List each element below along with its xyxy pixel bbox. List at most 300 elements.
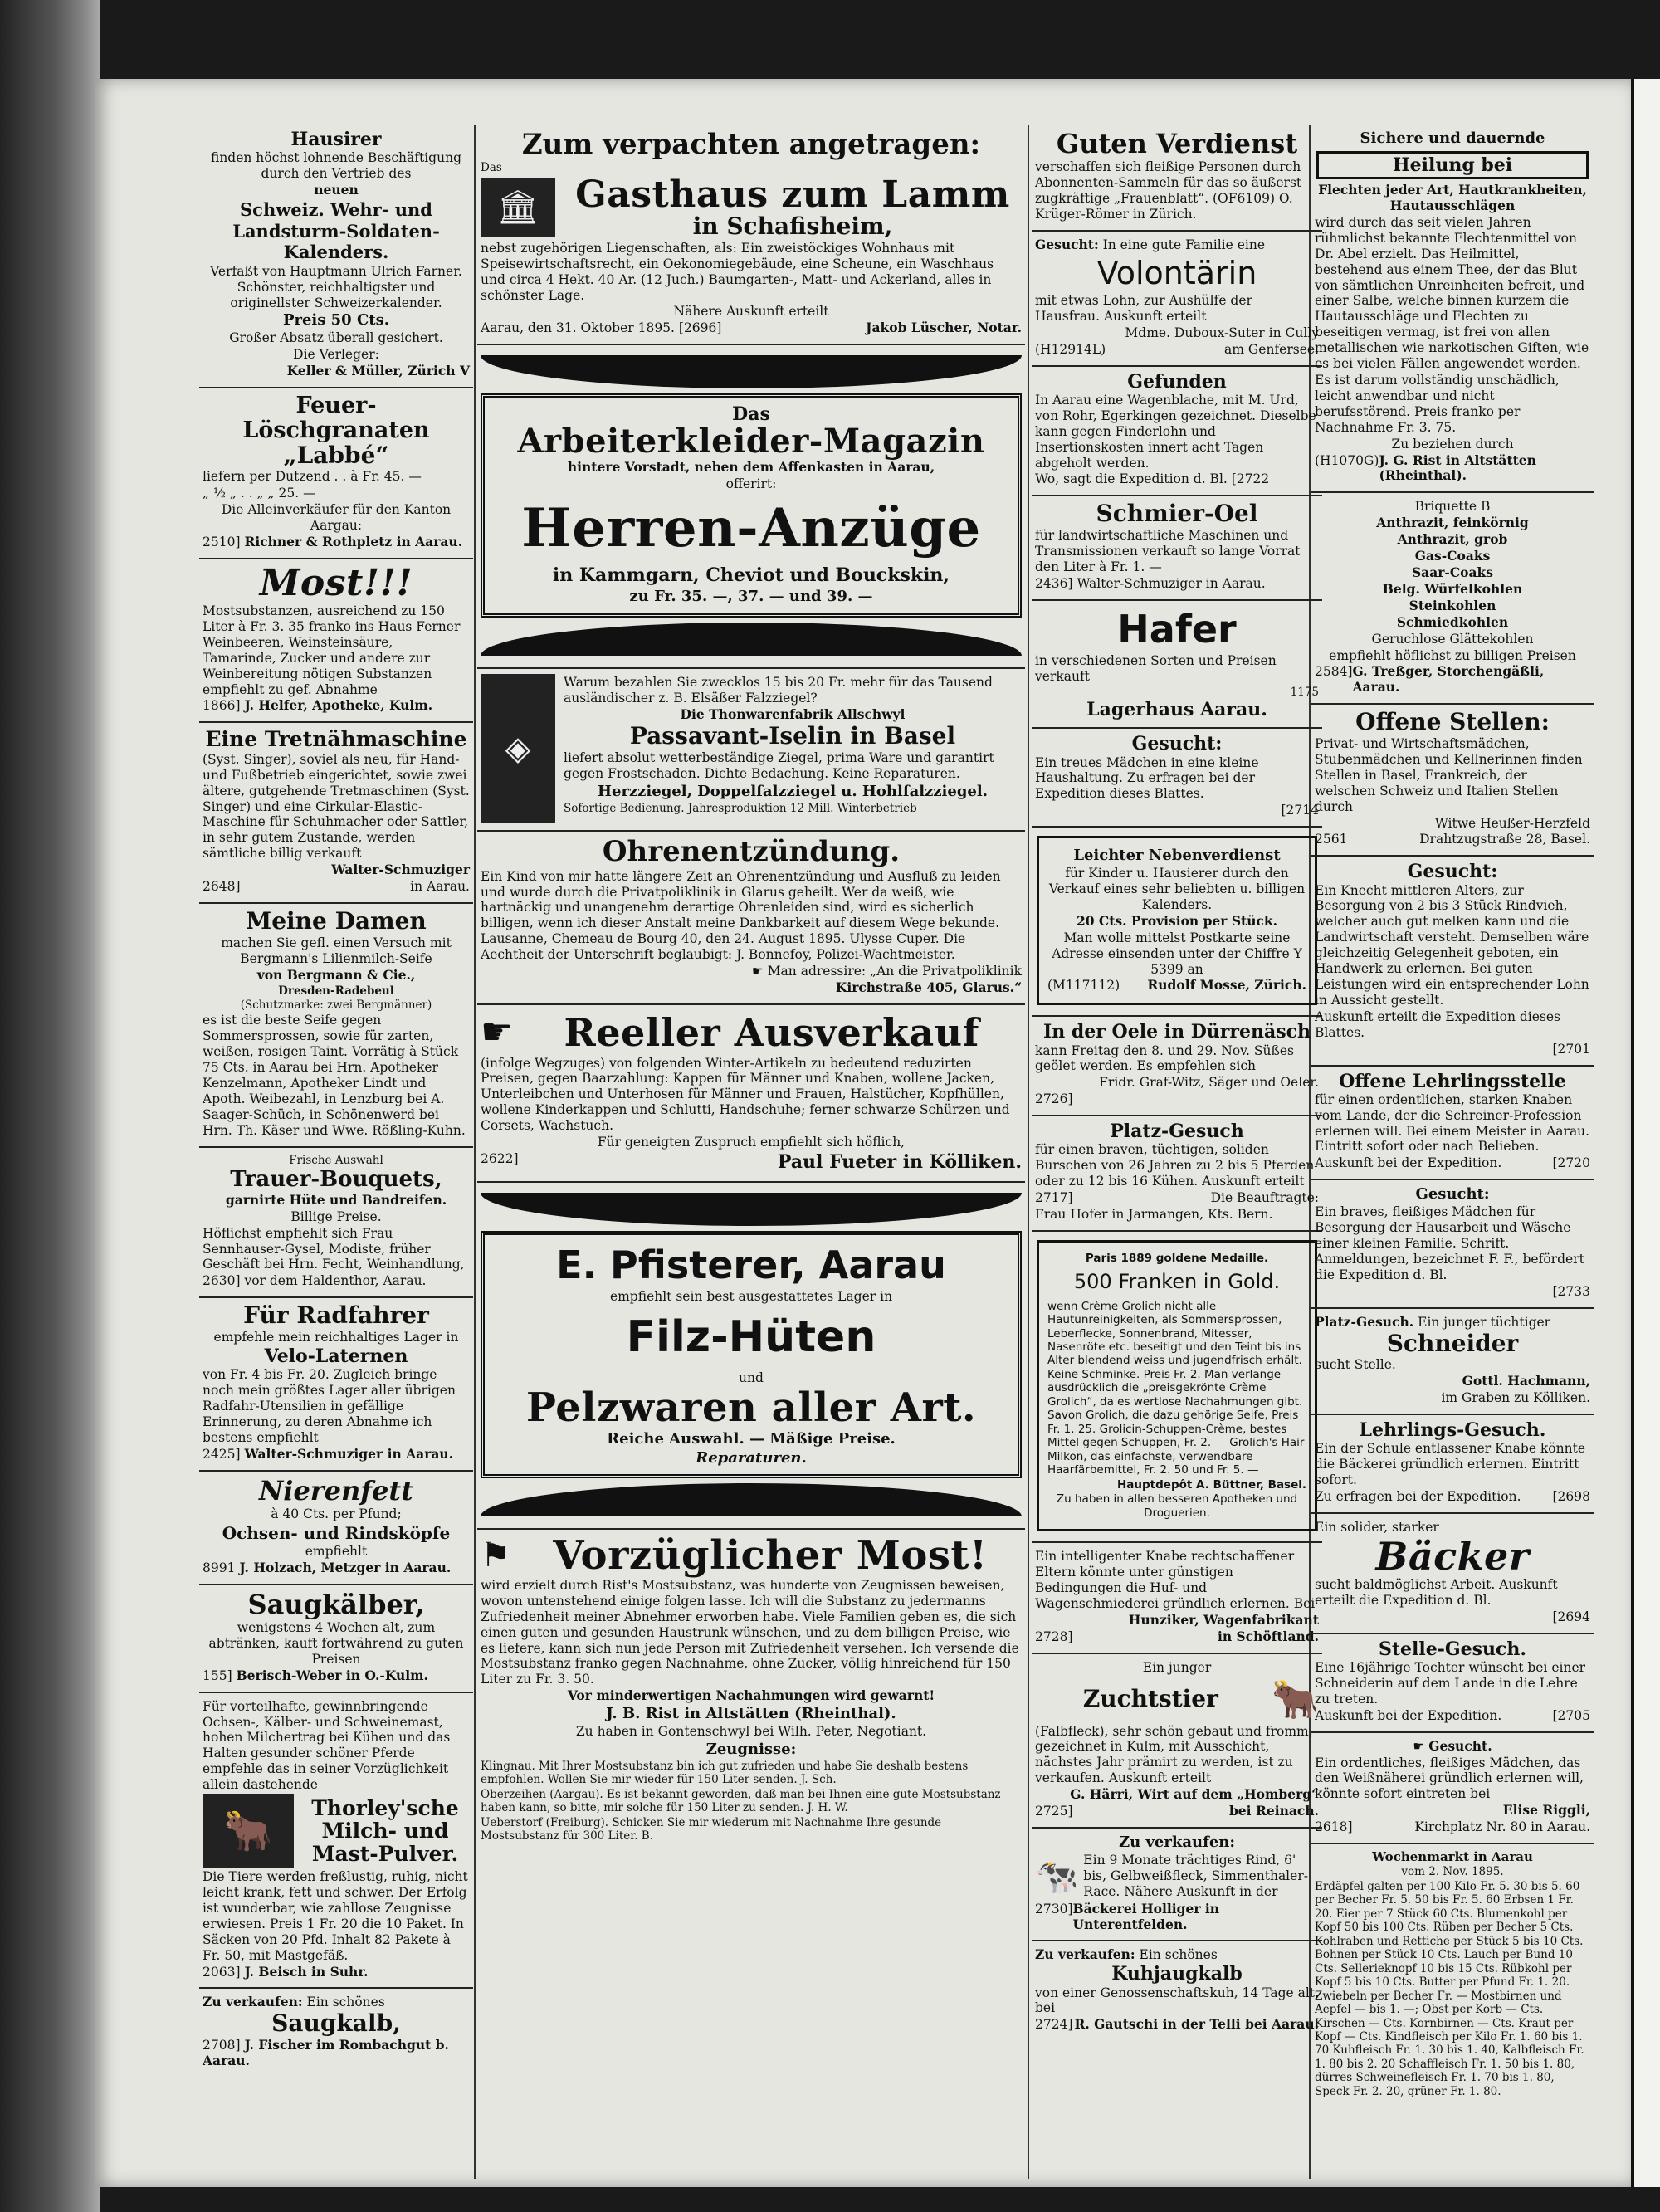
ad-text: machen Sie gefl. einen Versuch mit Bergmann's Lilienmilch-Seife [221, 935, 452, 966]
ad-text: Die Beauftragte: [1210, 1190, 1319, 1206]
ad-title: Schneider [1386, 1329, 1519, 1357]
ad-text: In Aarau eine Wagenblache, mit M. Urd, von Rohr, Egerkingen gezeichnet. Dieselbe kann gegen Finderlohn und Insertionskosten innert acht Tagen abgeholt werden. [1035, 392, 1316, 471]
ad-ref: 2063] [203, 1964, 241, 1980]
ad-title: Offene Stellen: [1355, 708, 1550, 736]
ad-text: wenigstens 4 Wochen alt, zum abtränken, kauft fortwährend zu guten Preisen [208, 1620, 464, 1667]
ad-product: Pelzwaren aller Art. [525, 1384, 977, 1432]
ad-firm: Passavant-Iselin in Basel [629, 721, 956, 750]
ad-ref: [2733 [1552, 1283, 1590, 1299]
ad-trauer [199, 1148, 473, 1299]
ad-firm: Berisch-Weber in O.-Kulm. [236, 1667, 428, 1683]
ad-firm: Fridr. Graf-Witz, Säger und Oeler. [1099, 1075, 1319, 1091]
building-icon: 🏛 [481, 178, 555, 237]
ad-text: Zu erfragen bei der Expedition. [1315, 1488, 1521, 1504]
ad-title: Nierenfett [259, 1474, 413, 1506]
ad-lead: Zu verkaufen: [203, 1994, 303, 2010]
ad-lead: Ein junger [1142, 1659, 1212, 1675]
ad-knabe [1032, 1543, 1322, 1653]
ad-thorley [199, 1693, 473, 1990]
ad-title: Guten Verdienst [1056, 128, 1298, 159]
ad-ref: [2705 [1552, 1707, 1590, 1723]
coal-item: Steinkohlen [1409, 597, 1496, 613]
ad-text: Ein Knecht mittleren Alters, zur Besorgung von 2 bis 3 Stück Rindvieh, welcher auch gut melken kann und die Landwirtschaft versteht. Demselben wäre gleichzeitig Gelegenheit geboten, ein Handwerk zu erlernen. Bei guten Leistungen wird ein entsprechender Lohn in Aussicht gestellt. [1315, 882, 1589, 1008]
ad-firm: Paul Fueter in Kölliken. [777, 1151, 1022, 1173]
ad-testimonial: Ueberstorf (Freiburg). Schicken Sie mir wiederum mit Nachnahme Ihre gesunde Mostsubstanz für 300 Liter. B. [481, 1815, 942, 1843]
ad-place: vor dem Haldenthor, Aarau. [244, 1273, 427, 1289]
ad-text: empfiehlt [305, 1544, 368, 1560]
ad-kohlen [1311, 493, 1594, 705]
ad-vorzueglicher-most [477, 1530, 1025, 1850]
ad-title: Heilung bei [1392, 154, 1513, 176]
ad-firm: Jakob Lüscher, Notar. [866, 320, 1022, 336]
ad-firm: Keller & Müller, Zürich V [286, 363, 470, 379]
ad-ohrenentzuendung [477, 832, 1025, 1005]
ad-firm: Rudolf Mosse, Zürich. [1147, 977, 1306, 994]
ad-ref: 2708] [203, 2038, 241, 2053]
ad-text: Großer Absatz überall gesichert. [229, 330, 443, 346]
ad-text: für landwirtschaftliche Maschinen und Transmissionen verkauft so lange Vorrat den Liter à Fr. 1. — [1035, 528, 1301, 574]
ad-text: Zu beziehen durch [1391, 436, 1514, 452]
ad-text: Ein schönes [306, 1995, 385, 2010]
ad-feuer [199, 388, 473, 559]
ad-ref: 2728] [1035, 1628, 1073, 1644]
ad-subtitle: „Labbé“ [283, 441, 389, 469]
ad-title: Most!!! [259, 561, 413, 604]
ad-title: Eine Tretnähmaschine [205, 727, 467, 752]
ad-firm: Walter-Schmuziger [331, 862, 470, 878]
ad-subtitle: Flechten jeder Art, Hautkrankheiten, Hautausschlägen [1318, 182, 1587, 214]
ad-ref: (H1070G) [1315, 452, 1379, 468]
ad-text: Höflichst empfiehlt sich Frau Sennhauser-Gysel, Modiste, früher Geschäft bei Hrn. Fecht, Weinhandlung, [203, 1225, 465, 1272]
ad-text: Ein braves, fleißiges Mädchen für Besorgung der Hausarbeit und Wäsche einer kleinen Familie. Schrift. Anmeldungen, bezeichnet F. F., befördert die Expedition d. Bl. [1315, 1204, 1584, 1282]
coal-item: Schmiedkohlen [1396, 613, 1509, 630]
ad-text: empfiehlt höflichst zu billigen Preisen [1329, 647, 1576, 663]
ad-text: Ein schönes [1139, 1947, 1218, 1963]
ad-place: im Graben zu Kölliken. [1441, 1390, 1590, 1406]
ad-ref: 2730] [1035, 1901, 1073, 1917]
ad-product: Schweiz. Wehr- und Landsturm-Soldaten-Kalenders. [232, 198, 440, 263]
ad-text: für einen braven, tüchtigen, soliden Burschen von 26 Jahren zu 2 bis 5 Pferden oder zu 12 bis 16 Kühen. Auskunft erteilt [1035, 1142, 1315, 1189]
coal-item: Briquette B [1414, 499, 1491, 515]
ad-text: Zu haben in allen besseren Apotheken und Droguerien. [1056, 1492, 1298, 1520]
ad-firm: J. Beisch in Suhr. [244, 1963, 369, 1980]
ad-oele [1032, 1017, 1322, 1116]
column-4 [1311, 125, 1594, 2106]
ad-text: Vor minderwertigen Nachahmungen wird gewarnt! [567, 1687, 935, 1704]
ad-place: in Schafisheim, [692, 212, 893, 241]
ad-title: Offene Lehrlingsstelle [1339, 1070, 1566, 1092]
market-date: vom 2. Nov. 1895. [1401, 1865, 1504, 1879]
ad-ref: 8991 [203, 1560, 236, 1575]
ad-title: Hafer [1117, 606, 1237, 652]
coal-item: Belg. Würfelkohlen [1382, 580, 1523, 597]
ad-text: offerirt: [725, 476, 777, 492]
ad-text: liefern per Dutzend . . à Fr. 45. — [203, 469, 422, 485]
ad-text: (Syst. Singer), soviel als neu, für Hand- und Fußbetrieb eingerichtet, sowie zwei ältere, gutgehende Tretmaschinen (Syst. Singer) und eine Cirkular-Elastic-Maschine für Schuhmacher oder Sattler, in sehr gutem Zustande, werden sämtliche billig verkauft [203, 751, 470, 862]
ad-ausverkauf [477, 1005, 1025, 1183]
ad-text: es ist die beste Seife gegen Sommersprossen, sowie für zarten, weißen, rosigen Taint. Vorrätig à Stück 75 Cts. in Aarau bei Hrn. Apotheker Kenzelmann, Apotheker Lindt und Apoth. Weibezahl, in Lenzburg bei A. Saager-Schüch, in Schönenwerd bei Hrn. Th. Käser und Wwe. Rößling-Kuhn. [203, 1013, 466, 1138]
ad-hafer [1032, 601, 1322, 730]
ad-text: Ein intelligenter Knabe rechtschaffener Eltern könnte unter günstigen Bedingungen die Huf- und Wagenschmiederei gründlich erlernen. Bei [1035, 1549, 1316, 1611]
ad-firm: Elise Riggli, [1502, 1802, 1590, 1819]
ad-title: Stelle-Gesuch. [1378, 1638, 1527, 1660]
ad-firm: Walter-Schmuziger in Aarau. [1077, 575, 1266, 591]
ad-title: Platz-Gesuch [1110, 1121, 1244, 1143]
ad-kicker: Frische Auswahl [289, 1153, 383, 1167]
ad-ref: (H12914L) [1035, 341, 1106, 357]
ad-text: (infolge Wegzuges) von folgenden Winter-Artikeln zu bedeutend reduzirten Preisen, gegen Baarzahlung: Kappen für Männer und Knaben, wollene Jacken, Unterleibchen und Unterhosen für Männer und Frauen, Halstücher, Kopfhüllen, wollene Kinderkappen und Schlutti, Handschuhe; ferner schwarze Schürzen und Corsets, Wachstuch. [481, 1055, 1010, 1134]
ad-text: liefert absolut wetterbeständige Ziegel, prima Ware und garantirt gegen Frostschaden. Dichte Bedachung. Keine Reparaturen. [564, 750, 994, 781]
ad-firm: J. Holzach, Metzger in Aarau. [239, 1559, 452, 1575]
ad-ziegel [477, 669, 1025, 832]
ad-text: In eine gute Familie eine [1102, 237, 1266, 252]
ad-text: sucht baldmöglichst Arbeit. Auskunft erteilt die Expedition d. Bl. [1315, 1577, 1558, 1608]
ad-firm: Gottl. Hachmann, [1462, 1373, 1590, 1389]
ad-rind [1032, 1829, 1322, 1941]
ad-saugkaelber [199, 1585, 473, 1693]
ad-title: Schmier-Oel [1096, 500, 1258, 528]
ad-text: Billige Preise. [290, 1209, 382, 1224]
ad-gesucht-hausarbeit [1311, 1180, 1594, 1308]
ad-schmieroel [1032, 496, 1322, 600]
ad-testimonial: Oberzeihen (Aargau). Es ist bekannt geworden, daß man bei Ihnen eine gute Mostsubstanz haben kann, so bitte, mir solche für 150 Liter zu senden. J. H. W. [481, 1787, 1001, 1815]
ad-price: Preis 50 Cts. [282, 311, 390, 330]
ad-ref: [2720 [1552, 1155, 1590, 1171]
pointing-hand-icon: ☛ [1413, 1738, 1429, 1754]
ad-firm: E. Pfisterer, Aarau [556, 1242, 946, 1287]
ad-product: Herzziegel, Doppelfalzziegel u. Hohlfalzziegel. [598, 782, 988, 800]
ad-text: Eine 16jährige Tochter wünscht bei einer Schneiderin auf dem Lande in die Lehre zu treten. [1315, 1659, 1586, 1707]
ad-hausirer [199, 125, 473, 388]
ad-schneider [1311, 1309, 1594, 1415]
ad-text: Die Verleger: [293, 347, 379, 363]
ad-title: Hausirer [290, 129, 382, 150]
market-prices: Erdäpfel galten per 100 Kilo Fr. 5. 30 bis 5. 60 per Becher Fr. 5. 50 bis Fr. 5. 60 Erbsen 1 Fr. 20. Eier per 7 Stück 60 Cts. Blumenkohl per Kopf 50 bis 100 Cts. Rüben per Becher 5 Cts. Kohlraben und Rettiche per Stück 5 bis 10 Cts. Bohnen per Stück 10 Cts. Lauch per Bund 10 Cts. Sellerieknopf 10 bis 15 Cts. Rübkohl per Kopf 5 bis 10 Cts. Butter per Pfund Fr. 1. 20. Zwiebeln per Becher Fr. — Mostbirnen und Aepfel — bis 1. —; Obst per Korb — Cts. Kirschen — Cts. Kornbirnen — Cts. Kraut per Kopf — Cts. Kindfleisch per Kilo Fr. 1. 60 bis 1. 70 Kuhfleisch Fr. 1. 30 bis 1. 40, Kalbfleisch Fr. 1. 80 bis 2. 20 Schaffleisch Fr. 1. 50 bis 1. 80, dürres Schweinefleisch Fr. 1. 70 bis 1. 80, Speck Fr. 2. 20, grüner Fr. 1. 80. [1315, 1879, 1584, 2098]
ad-text: empfehle mein reichhaltiges Lager in [213, 1330, 459, 1345]
ad-text: Auskunft erteilt die Expedition dieses Blattes. [1315, 1008, 1561, 1040]
ad-text: Mostsubstanzen, ausreichend zu 150 Liter à Fr. 3. 35 franko ins Haus Ferner Weinbeeren, Weinsteinsäure, Tamarinde, Zucker und andere zur Weinbereitung nötigen Substanzen empfiehlt zu gef. Abnahme [203, 603, 461, 697]
ad-text: Ein ordentliches, fleißiges Mädchen, das den Weißnäherei gründlich erlernen will, könnte sofort eintreten bei [1315, 1755, 1584, 1802]
ad-text: Ein treues Mädchen in eine kleine Haushaltung. Zu erfragen bei der Expedition dieses Blattes. [1035, 754, 1259, 802]
ad-text: Zu haben in Gontenschwyl bei Wilh. Peter, Negotiant. [575, 1724, 927, 1740]
column-2 [477, 125, 1025, 1851]
ad-lead: Zu verkaufen: [1035, 1946, 1135, 1963]
ad-title: Gesucht: [1415, 1185, 1490, 1204]
column-3 [1032, 125, 1322, 2040]
ad-platz-gesuch [1032, 1116, 1322, 1232]
ad-text: von einer Genossenschaftskuh, 14 Tage alt, bei [1035, 1985, 1319, 2016]
coal-item: Geruchlose Glättekohlen [1371, 631, 1534, 647]
ad-offene-stellen [1311, 705, 1594, 857]
ad-ref: 2436] [1035, 575, 1073, 591]
ad-title: Trauer-Bouquets, [230, 1167, 442, 1193]
ad-product: Velo-Laternen [264, 1345, 408, 1367]
ad-verdienst [1032, 125, 1322, 232]
ad-firm: J. G. Rist in Altstätten (Rheinthal). [1379, 452, 1536, 484]
ad-ref: 2584] [1315, 664, 1353, 680]
ad-testimonial: Klingnau. Mit Ihrer Mostsubstanz bin ich gut zufrieden und habe Sie deshalb bestens empfohlen. Wollen Sie mir wieder für 150 Liter senden. J. Sch. [481, 1759, 969, 1787]
ad-text: Reparaturen. [696, 1448, 807, 1467]
ad-text: Verfaßt von Hauptmann Ulrich Farner. Schönster, reichhaltigster und originellster Schweizerkalender. [210, 263, 462, 310]
ad-lehrlingsstelle [1311, 1067, 1594, 1181]
ad-ref: (M117112) [1047, 978, 1120, 994]
ad-text: Ein 9 Monate trächtiges Rind, 6' bis, Gelbweißfleck, Simmenthaler-Race. Nähere Auskunft in der [1083, 1852, 1308, 1899]
ad-zuchtstier [1032, 1654, 1322, 1829]
ad-firm: J. Helfer, Apotheke, Kulm. [244, 697, 433, 714]
ornament-arch [481, 355, 1022, 388]
ad-ref: 155] [203, 1668, 232, 1683]
ad-title: Zuchtstier [1082, 1685, 1218, 1713]
ad-text: in Kammgarn, Cheviot und Bouckskin, [552, 564, 950, 587]
ad-title: Bäcker [1375, 1533, 1530, 1579]
ad-title: Kuhjaugkalb [1111, 1963, 1243, 1985]
ad-firm: Hunziker, Wagenfabrikant [1128, 1611, 1319, 1628]
ad-ref: 2425] [203, 1446, 241, 1462]
ad-text: Die Alleinverkäufer für den Kanton Aargau: [221, 502, 452, 534]
column-1 [199, 125, 473, 2077]
ad-ref: [2714 [1281, 803, 1319, 818]
ad-das: Das [732, 403, 770, 426]
ad-title: 500 Franken in Gold. [1073, 1270, 1281, 1294]
ad-text: Paris 1889 goldene Medaille. [1085, 1251, 1269, 1265]
ad-lehrlings-gesuch [1311, 1415, 1594, 1514]
ornament-arch [481, 623, 1022, 656]
ad-text: (Schutzmarke: zwei Bergmänner) [240, 999, 432, 1012]
ad-head: Sichere und dauernde [1360, 129, 1545, 147]
ad-ref: [2701 [1552, 1041, 1590, 1057]
ox-head-icon: 🐂 [203, 1794, 294, 1868]
ad-title: Saugkalb, [271, 2009, 401, 2038]
ad-volontaerin [1032, 232, 1322, 367]
ad-date: Aarau, den 31. Oktober 1895. [2696] [481, 320, 722, 336]
ad-lead: Ein solider, starker [1315, 1519, 1439, 1535]
ad-text: Ein junger tüchtiger [1418, 1314, 1551, 1330]
coal-item: Saar-Coaks [1411, 564, 1494, 580]
ad-ref: 2717] [1035, 1190, 1073, 1206]
ad-damen [199, 904, 473, 1148]
ad-baecker [1311, 1514, 1594, 1634]
ad-text: Auskunft bei der Expedition. [1315, 1707, 1502, 1723]
ad-text: wird durch das seit vielen Jahren rühmlichst bekannte Flechtenmittel von Dr. Abel erzielt. Das Heilmittel, bestehend aus einem Thee, der das Blut von sämtlichen Unreinheiten befreit, und einer Salbe, welche binnen kurzem die Hautausschläge und Flechten zu beseitigen vermag, ist frei von allen metallischen wie narkotischen Giften, wie es bei vielen Fällen angewendet werden. [1315, 214, 1589, 372]
ad-title: Thorley'sche Milch- und Mast-Pulver. [311, 1795, 459, 1866]
ad-text: nebst zugehörigen Liegenschaften, als: Ein zweistöckiges Wohnhaus mit Speisewirtschaftsrecht, ein Oekonomiegebäude, eine Scheune, ein Waschhaus und circa 4 Hekt. 40 Ar. (12 Juch.) Baumgarten-, Matt- und Ackerland, alles in schönster Lage. [481, 240, 994, 303]
ad-title: Meine Damen [246, 907, 427, 935]
ad-text: Privat- und Wirtschaftsmädchen, Stubenmädchen und Kellnerinnen finden Stellen in Basel, Frankreich, der welschen Schweiz und Italien Stellen durch [1315, 736, 1583, 814]
ad-text: Ein Kind von mir hatte längere Zeit an Ohrenentzündung und Ausfluß zu leiden und wurde durch die Privatpoliklinik in Glarus geheilt. Wer da weiß, wie hartnäckig und unangenehm derartige Ohrenleiden sind, wird es sicherlich billigen, wenn ich dieser Anstalt meine Dankbarkeit auf diesem Wege bekunde. Lausanne, Chemeau de Bourg 40, den 24. August 1895. Ulysse Cuper. Die Aechtheit der Unterschrift beglaubigt: J. Bonnefoy, Polizei-Wachtmeister. [481, 868, 1001, 963]
ad-text: Dresden-Radebeul [278, 984, 394, 998]
ad-arbeiterkleider [477, 345, 1025, 669]
ad-text: Reiche Auswahl. — Mäßige Preise. [607, 1429, 896, 1448]
ad-ref: 2622] [481, 1151, 519, 1166]
ad-firm: Richner & Rothpletz in Aarau. [244, 533, 463, 549]
ad-ref: 2726] [1035, 1091, 1073, 1107]
ad-text: Das [481, 161, 502, 175]
ad-title: Feuer-Löschgranaten [242, 393, 430, 443]
ad-gesucht-maedchen [1032, 729, 1322, 828]
pointing-hand-icon: ☛ [481, 1010, 514, 1053]
ad-text: „ ½ „ . . „ „ 25. — [203, 486, 316, 501]
ad-gasthaus-lamm [477, 125, 1025, 345]
column-rule [474, 125, 476, 2179]
ad-tretnaehmaschine [199, 723, 473, 904]
coal-item: Anthrazit, feinkörnig [1376, 515, 1529, 531]
ad-text: Die Tiere werden freßlustig, ruhig, nicht leicht krank, fett und schwer. Der Erfolg ist wunderbar, wie zahllose Zeugnisse erwiesen. Preis 1 Fr. 20 die 10 Paket. In Säcken von 20 Pfd. Inhalt 82 Pakete à Fr. 50, mit Mastgefäß. [203, 1869, 468, 1963]
book-binding [0, 0, 100, 2212]
ad-text: wird erzielt durch Rist's Mostsubstanz, was hunderte von Zeugnissen beweisen, wovon untenstehend einige folgen lasse. Ich will die Substanz zu jedermanns Zufriedenheit meiner Abnehmer erworben habe. Viele Familien geben es, die sich einen guten und gesunden Haustrunk wünschen, und zu dem billigen Preise, wie es liefere, kann sich nun jede Person mit Zufriedenheit versehen. Ich versende die Mostsubstanz franko gegen Nachnahme, ohne Zucker, völlig hinreichend für 150 Liter zu Fr. 3. 50. [481, 1577, 1019, 1687]
ad-title: Gesucht: [1131, 733, 1223, 755]
ad-text: (Falbfleck), sehr schön gebaut und fromm, gezeichnet in Kulm, mit Ausschicht, nächstes Jahr prämirt zu werden, ist zu verkaufen. Auskunft erteilt [1035, 1723, 1313, 1786]
ad-firm: Mdme. Duboux-Suter in Cully [1125, 325, 1319, 340]
ad-nierenfett [199, 1472, 473, 1585]
ad-address: Drahtzugstraße 28, Basel. [1419, 832, 1590, 847]
ad-ref: Wo, sagt die Expedition d. Bl. [2722 [1035, 471, 1270, 487]
ad-firm: J. B. Rist in Altstätten (Rheinthal). [606, 1705, 896, 1723]
ad-text: kann Freitag den 8. und 29. Nov. Süßes geölet werden. Es empfehlen sich [1035, 1043, 1294, 1074]
ad-text: à 40 Cts. per Pfund; [271, 1506, 402, 1521]
ad-title: Arbeiterkleider-Magazin [517, 422, 985, 461]
ad-weissnaeherei [1311, 1733, 1594, 1844]
ad-text: für Kinder u. Hausierer durch den Verkauf eines sehr beliebten u. billigen Kalenders. [1048, 866, 1306, 912]
ad-text: sucht Stelle. [1315, 1357, 1396, 1373]
ad-firm: J. Fischer im Rombachgut b. Aarau. [203, 2037, 449, 2069]
ad-text: Es ist darum vollständig unschädlich, leicht anwendbar und nicht berufsstörend. Preis franko per Nachnahme Fr. 3. 75. [1315, 373, 1560, 435]
ad-text: in verschiedenen Sorten und Preisen verkauft [1035, 652, 1277, 684]
ad-pfisterer [477, 1183, 1025, 1531]
ad-text: für einen ordentlichen, starken Knaben vom Lande, der die Schreiner-Profession erlernen will. Bei einem Meister in Aarau. Eintritt sofort oder nach Belieben. [1315, 1091, 1590, 1155]
ad-price: 20 Cts. Provision per Stück. [1076, 912, 1278, 929]
ad-ref: 2630] [203, 1273, 241, 1289]
ad-text: wenn Crème Grolich nicht alle Hautunreinigkeiten, als Sommersprossen, Leberflecke, Sonnenbrand, Mitesser, Nasenröte etc. beseitigt und den Teint bis ins Alter blendend weiss und jugendfrisch erhält. Keine Schminke. Preis Fr. 2. Man verlange ausdrücklich die „preisgekrönte Crème Grolich“, da es wertlose Nachahmungen gibt. Savon Grolich, die dazu gehörige Seife, Preis Fr. 1. 25. Grolicin-Schuppen-Crème, bestes Mittel gegen Schuppen, Fr. 2. — Grolich's Hair Milkon, das einfachste, verwendbare Haarfärbemittel, Fr. 2. 50 und Fr. 5. — [1047, 1299, 1305, 1477]
ad-address: Kirchstraße 405, Glarus.“ [835, 979, 1022, 995]
ad-title: Zu verkaufen: [1118, 1834, 1236, 1851]
ad-most-small [199, 559, 473, 724]
ad-text: und [739, 1370, 764, 1386]
ad-text: Man wolle mittelst Postkarte seine Adresse einsenden unter der Chiffre Y 5399 an [1052, 930, 1302, 977]
ad-ref: 2618] [1315, 1819, 1353, 1835]
ad-subtitle: Zeugnisse: [706, 1740, 797, 1758]
ad-place: Kirchplatz Nr. 80 in Aarau. [1414, 1819, 1590, 1835]
ad-title: Saugkälber, [247, 1588, 425, 1620]
ad-firm: G. Treßger, Storchengäßli, Aarau. [1352, 663, 1545, 696]
ad-title: Für Radfahrer [243, 1301, 429, 1330]
ad-ref: 2725] [1035, 1804, 1073, 1819]
ad-text: Die Thonwarenfabrik Allschwyl [680, 706, 906, 723]
ad-subtitle: garnirte Hüte und Bandreifen. [225, 1191, 447, 1208]
ad-title: Reeller Ausverkauf [564, 1009, 979, 1055]
ad-text: Für geneigten Zuspruch empfiehlt sich höflich, [597, 1135, 906, 1150]
ad-place: bei Reinach. [1228, 1803, 1319, 1819]
coal-item: Gas-Coaks [1414, 548, 1491, 564]
ad-title: In der Oele in Dürrenäsch [1042, 1021, 1311, 1043]
ad-prices: zu Fr. 35. —, 37. — und 39. — [629, 588, 873, 606]
ad-grolich [1032, 1232, 1322, 1543]
ad-text: Sofortige Bedienung. Jahresproduktion 12 Mill. Winterbetrieb [564, 801, 917, 815]
ad-text: Auskunft bei der Expedition. [1315, 1155, 1502, 1171]
ad-text: Warum bezahlen Sie zwecklos 15 bis 20 Fr. mehr für das Tausend ausländischer z. B. Elsäßer Falzziegel? [564, 675, 993, 706]
ad-text: verschaffen sich fleißige Personen durch Abonnenten-Sammeln für das so äußerst zugkräftige „Frauenblatt“. (OF6109) O. Krüger-Römer in Zürich. [1035, 159, 1302, 222]
ad-ref: 1866] [203, 698, 241, 714]
ad-firm: Walter-Schmuziger in Aarau. [244, 1445, 454, 1462]
ad-ref: [2698 [1552, 1488, 1590, 1504]
ad-stelle-gesuch [1311, 1634, 1594, 1733]
ad-title: Lehrlings-Gesuch. [1359, 1419, 1546, 1442]
ad-text: Für vorteilhafte, gewinnbringende Ochsen-, Kälber- und Schweinemast, hohen Milchertrag bei Kühen und das Halten gesunder schöner Pferde empfehle das in seiner Vorzüglichkeit allein dastehende [203, 1698, 451, 1793]
bull-icon: 🐂 [1271, 1677, 1319, 1722]
ad-title: Ohrenentzündung. [602, 835, 901, 869]
ad-head: Zum verpachten angetragen: [521, 128, 981, 161]
ad-product: Ochsen- und Rindsköpfe [222, 1522, 451, 1543]
ad-title: Gesucht. [1428, 1737, 1492, 1754]
ad-ref: 1175 [1290, 685, 1319, 699]
roof-tile-icon: ◈ [481, 674, 555, 823]
ad-title: Leichter Nebenverdienst [1073, 847, 1281, 865]
ad-ref: 2724] [1035, 2017, 1073, 2033]
ad-product: Herren-Anzüge [521, 497, 981, 560]
ad-text: Nähere Auskunft erteilt [673, 304, 829, 320]
ornament-arch [481, 1483, 1022, 1516]
ad-address: Man adressire: „An die Privatpoliklinik [767, 964, 1022, 979]
ornament-arch [481, 1193, 1022, 1226]
coal-item: Anthrazit, grob [1397, 531, 1508, 548]
ad-text: von Fr. 4 bis Fr. 20. Zugleich bringe noch mein größtes Lager aller übrigen Radfahr-Utensilien in gefällige Erinnerung, zu deren Abnahme ich bestens empfiehlt [203, 1367, 456, 1445]
ad-saugkalb [199, 1989, 473, 2077]
ad-text: hintere Vorstadt, neben dem Affenkasten in Aarau, [567, 459, 935, 476]
ad-ref: 2510] [203, 534, 241, 549]
column-rule [1028, 125, 1029, 2179]
ad-title: Volontärin [1096, 254, 1257, 291]
ad-lead: Gesucht: [1035, 236, 1099, 252]
ad-firm: Witwe Heußer-Herzfeld [1434, 815, 1590, 831]
next-page-edge [1631, 79, 1660, 2187]
ad-firm: R. Gautschi in der Telli bei Aarau. [1074, 2016, 1319, 2033]
ad-title: Vorzüglicher Most! [553, 1532, 988, 1580]
ad-knecht [1311, 857, 1594, 1066]
ad-text: empfiehlt sein best ausgestattetes Lager in [609, 1288, 893, 1304]
ad-place: in Aarau. [410, 879, 470, 895]
ad-firm: Frau Hofer in Jarmangen, Kts. Bern. [1035, 1206, 1273, 1222]
ad-gefunden [1032, 367, 1322, 497]
ad-radfahrer [199, 1298, 473, 1471]
market-report [1311, 1844, 1594, 2106]
ad-firm: G. Härri, Wirt auf dem „Homberg“ [1070, 1786, 1319, 1803]
ad-title: Gasthaus zum Lamm [575, 173, 1010, 216]
ad-product: Filz-Hüten [626, 1311, 876, 1362]
ad-title: Gesucht: [1407, 861, 1498, 883]
ad-firm: Hauptdepôt A. Büttner, Basel. [1117, 1477, 1306, 1492]
ad-title: Gefunden [1127, 370, 1227, 393]
ad-firm: von Bergmann & Cie., [256, 966, 416, 983]
ad-ref: [2694 [1552, 1609, 1590, 1624]
market-title: Wochenmarkt in Aarau [1372, 1849, 1533, 1865]
ad-place: in Schöftland. [1217, 1628, 1319, 1644]
ad-heilung [1311, 125, 1594, 493]
ad-firm: Lagerhaus Aarau. [1086, 699, 1267, 721]
ad-nebenverdienst [1032, 828, 1322, 1017]
ad-ref: 2648] [203, 879, 241, 895]
ad-text: finden höchst lohnende Beschäftigung durch den Vertrieb des [210, 150, 461, 182]
ad-text: Ein der Schule entlassener Knabe könnte die Bäckerei gründlich erlernen. Eintritt sofort. [1315, 1441, 1586, 1488]
ad-lead: Platz-Gesuch. [1315, 1313, 1414, 1330]
flag-icon: ⚑ [481, 1536, 510, 1575]
ad-ref: 2561 [1315, 832, 1348, 847]
ad-text: neuen [314, 182, 359, 198]
pointing-hand-icon: ☛ [751, 964, 768, 979]
ad-text: mit etwas Lohn, zur Aushülfe der Hausfrau. Auskunft erteilt [1035, 293, 1252, 324]
cow-icon: 🐄 [1035, 1855, 1079, 1897]
ad-firm: Bäckerei Holliger in Unterentfelden. [1072, 1900, 1220, 1932]
ad-place: am Genfersee. [1224, 341, 1319, 357]
ad-kuhjaugkalb [1032, 1941, 1322, 2040]
